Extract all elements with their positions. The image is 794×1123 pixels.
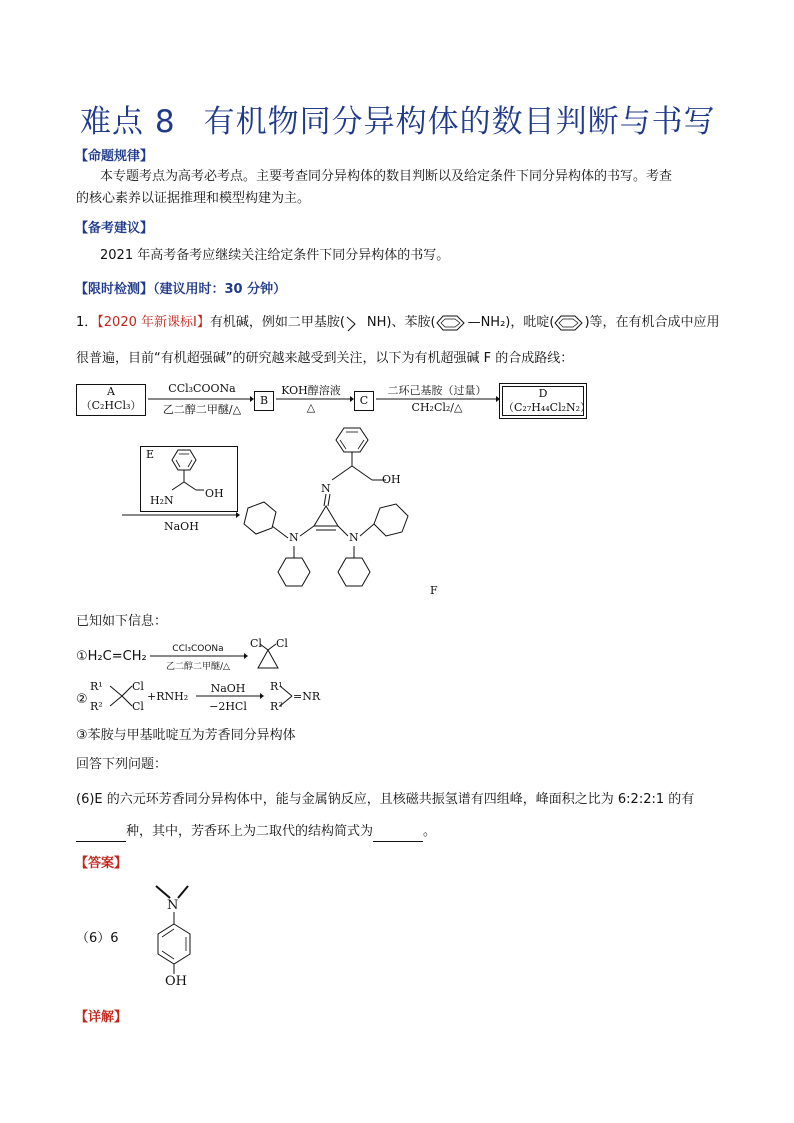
answer-prompt: 回答下列问题： — [76, 757, 168, 772]
box-b: B — [254, 391, 274, 411]
advice-heading: 【备考建议】 — [75, 221, 154, 236]
e-h2n: H₂N — [150, 494, 174, 507]
arrow3-bottom: CH₂Cl₂/△ — [411, 401, 463, 414]
known-item2-product-r2: R² — [270, 700, 283, 713]
known-item2-product-nr: =NR — [293, 690, 321, 703]
rule-heading: 【命题规律】 — [75, 149, 154, 164]
known-item3: ③苯胺与甲基吡啶互为芳香同分异构体 — [76, 728, 296, 743]
question-intro-c: ，吡啶( — [510, 315, 555, 330]
arrow3-top: 二环己基胺（过量） — [387, 384, 487, 397]
arrow1-top: CCl₃COONa — [168, 382, 236, 395]
answer-n-label: N — [167, 898, 179, 913]
box-d: D （C₂₇H₄₄Cl₂N₂） — [503, 387, 592, 414]
known-item2-graphic — [100, 676, 360, 716]
f-n-top: N — [321, 482, 331, 495]
known-item1-arrow-bottom: 乙二醇二甲醚/△ — [166, 662, 230, 672]
question-number: 1． — [76, 315, 98, 330]
f-label: F — [430, 584, 438, 597]
arrow1-bottom: 乙二醇二甲醚/△ — [162, 403, 242, 416]
question-intro-d: )等，在有机合成中应用 — [584, 315, 720, 330]
answer-heading: 【答案】 — [75, 856, 128, 871]
title-text: 有机物同分异构体的数目判断与书写 — [203, 104, 716, 140]
known-item1-cl2: Cl — [276, 637, 288, 650]
f-oh: OH — [382, 473, 401, 486]
rule-line-1: 本专题考点为高考必考点。主要考查同分异构体的数目判断以及给定条件下同分异构体的书写。考查 — [100, 169, 673, 184]
f-n-right: N — [349, 531, 359, 544]
question-line-1: 1．【2020 年新课标Ⅰ】有机碱，例如二甲基胺( NH)、苯胺( —NH₂)，吡啶( )等，在有机合成中应用 — [76, 315, 720, 330]
answer-blank-2[interactable] — [373, 828, 423, 842]
title-number: 难点 8 — [80, 104, 176, 140]
f-n-left: N — [289, 531, 299, 544]
question-intro-b: 、苯胺( — [391, 315, 436, 330]
known-item1-graphic — [140, 636, 290, 676]
box-c: C — [354, 391, 374, 411]
known-item1-prefix: ①H₂C=CH₂ — [76, 649, 147, 664]
question-source: 【2020 年新课标Ⅰ】 — [97, 315, 210, 330]
known-item2-r2: R² — [90, 700, 103, 713]
known-item2-arrow-top: NaOH — [210, 682, 246, 695]
question-intro-a: 有机碱，例如二甲基胺( — [209, 315, 345, 330]
known-item1-cl1: Cl — [250, 637, 262, 650]
detail-heading: 【详解】 — [75, 1010, 128, 1025]
known-item2-plus: +RNH₂ — [147, 690, 189, 703]
known-item2-cl1: Cl — [132, 680, 144, 693]
known-item1-arrow-top: CCl₃COONa — [172, 644, 224, 654]
known-heading: 已知如下信息： — [76, 614, 168, 629]
known-item2-product-r1: R¹ — [270, 680, 283, 693]
known-item2-arrow-bottom: −2HCl — [209, 700, 247, 713]
e-oh: OH — [205, 487, 224, 500]
answer-blank-1[interactable] — [76, 828, 126, 842]
nh-label: NH) — [366, 315, 392, 330]
arrow2-top: KOH醇溶液 — [281, 384, 341, 397]
question-line-2: 很普遍，目前“有机超强碱”的研究越来越受到关注，以下为有机超强碱 F 的合成路线： — [76, 351, 574, 366]
test-heading: 【限时检测】（建议用时：30 分钟） — [75, 282, 287, 297]
compound-f-structure — [240, 420, 440, 600]
known-item2-prefix: ② — [76, 692, 88, 707]
box-a: A （C₂HCl₃） — [76, 384, 146, 416]
nh2-label: NH₂) — [480, 315, 511, 330]
known-item2-cl2: Cl — [132, 700, 144, 713]
known-item2-r1: R¹ — [90, 680, 103, 693]
box-e-label: E — [146, 448, 155, 461]
sub-question-line-1: (6)E 的六元环芳香同分异构体中，能与金属钠反应，且核磁共振氢谱有四组峰，峰面积之比为 6:2:2:1 的有 — [76, 792, 695, 807]
arrow4-bottom: NaOH — [164, 520, 199, 533]
answer-oh-label: OH — [165, 974, 187, 989]
arrow2-bottom: △ — [306, 401, 316, 414]
answer-text: （6）6 — [76, 931, 119, 946]
sub-question-line-2: 种，其中，芳香环上为二取代的结构简式为 。 — [76, 822, 436, 842]
rule-line-2: 的核心素养以证据推理和模型构建为主。 — [76, 191, 311, 206]
advice-line: 2021 年高考备考应继续关注给定条件下同分异构体的书写。 — [100, 248, 450, 263]
